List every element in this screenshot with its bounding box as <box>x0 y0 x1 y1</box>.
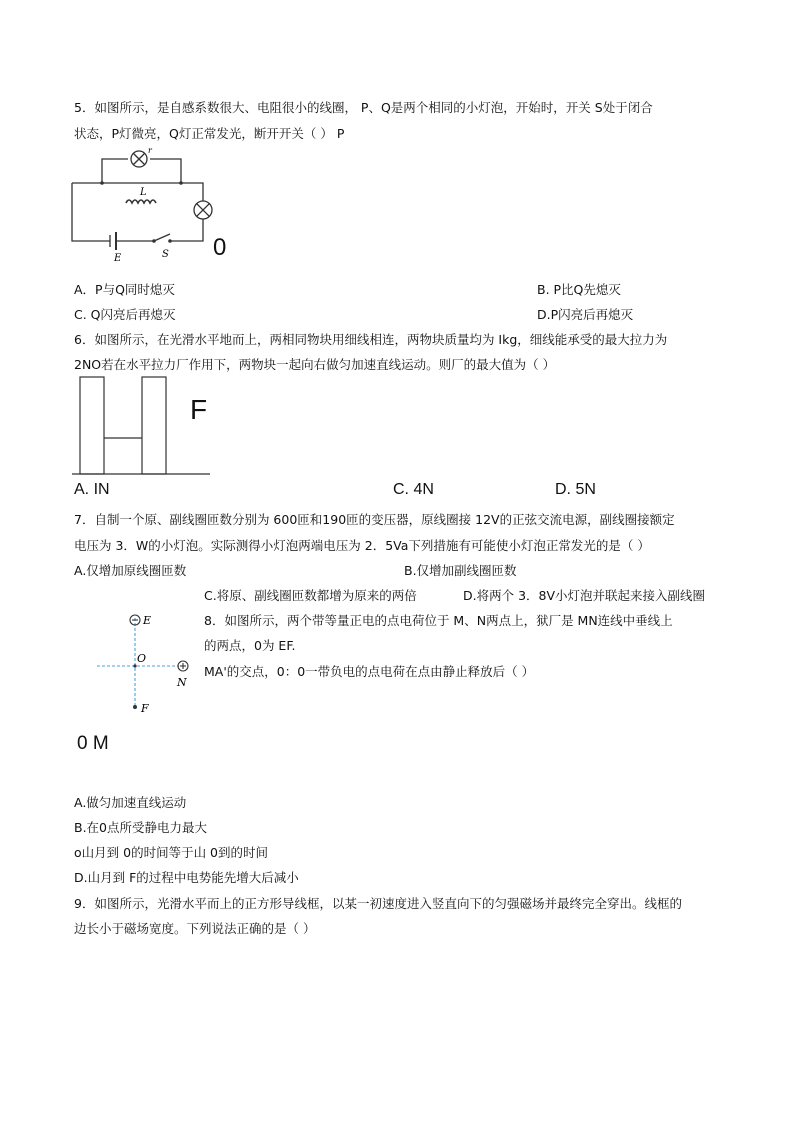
q7-option-a: A.仅增加原线圈匝数 <box>74 563 187 578</box>
q8-fig-label-o: O <box>137 652 147 665</box>
q9-stem-line2: 边长小于磁场宽度。下列说法正确的是（ ） <box>74 921 316 936</box>
q7-stem-line1: 7．自制一个原、副线圈匝数分别为 600匝和190匝的变压器，原线圈接 12V的正弦交流电源，副线圈接额定 <box>74 512 675 527</box>
q5-fig-label-L: L <box>140 187 147 198</box>
q7-option-d: D.将两个 3．8V小灯泡并联起来接入副线圈 <box>463 588 706 603</box>
q8-option-a: A.做匀加速直线运动 <box>74 795 187 810</box>
q6-option-d: D. 5N <box>555 481 596 498</box>
q6-blocks-figure <box>72 376 212 478</box>
q8-fig-label-e: E <box>143 614 152 627</box>
q9-stem-line1: 9．如图所示，光滑水平而上的正方形导线框，以某一初速度进入竖直向下的匀强磁场并最终完全穿出。线框的 <box>74 896 682 911</box>
q5-fig-label-r: r <box>148 146 152 155</box>
q6-fig-label-f: F <box>190 394 208 425</box>
q5-circuit-figure <box>70 145 220 265</box>
q5-fig-label-S: S <box>162 249 169 260</box>
q5-option-c: C. Q闪亮后再熄灭 <box>74 307 176 322</box>
q8-stem-line1: 8．如图所示，两个带等量正电的点电荷位于 M、N两点上，狱厂是 MN连线中垂线上 <box>204 613 673 628</box>
q6-option-c: C. 4N <box>393 481 434 498</box>
q8-charges-figure <box>95 608 195 726</box>
q8-option-c: o山月到 0的时间等于山 0到的时间 <box>74 845 269 860</box>
q8-fig-label-n: N <box>177 676 187 689</box>
q7-stem-line2: 电压为 3．W的小灯泡。实际测得小灯泡两端电压为 2．5Va下列措施有可能使小灯泡正常发光的是（ ） <box>74 538 650 553</box>
q8-fig-label-f: F <box>141 702 149 715</box>
q6-option-a: A. IN <box>74 481 110 498</box>
q8-option-b: B.在0点所受静电力最大 <box>74 820 208 835</box>
q6-stem-line2: 2NO若在水平拉力厂作用下，两物块一起向右做匀加速直线运动。则厂的最大值为（ ） <box>74 357 556 372</box>
q5-option-a: A．P与Q同时熄灭 <box>74 282 175 297</box>
q6-stem-line1: 6．如图所示，在光滑水平地而上，两相同物块用细线相连，两物块质量均为 Ikg，细线能承受的最大拉力为 <box>74 332 668 347</box>
q5-fig-label-E: E <box>114 253 122 264</box>
q8-fig-caption: 0 M <box>77 733 109 754</box>
q8-stem-line3: MA'的交点，0：0一带负电的点电荷在点由静止释放后（ ） <box>204 664 535 679</box>
q5-option-b: B. P比Q先熄灭 <box>537 282 621 297</box>
q7-option-b: B.仅增加副线圈匝数 <box>404 563 517 578</box>
q5-stem-line2: 状态，P灯微亮，Q灯正常发光，断开开关（ ） P <box>74 126 345 141</box>
q5-fig-zero: 0 <box>213 234 227 261</box>
q8-stem-line2: 的两点，0为 EF. <box>204 638 296 653</box>
q5-option-d: D.P闪亮后再熄灭 <box>537 307 634 322</box>
q5-stem-line1: 5．如图所示，是自感系数很大、电阻很小的线圈， P、Q是两个相同的小灯泡，开始时，开关 S处于闭合 <box>74 100 653 115</box>
q8-option-d: D.山月到 F的过程中电势能先增大后减小 <box>74 870 299 885</box>
q7-option-c: C.将原、副线圈匝数都增为原来的两倍 <box>204 588 417 603</box>
